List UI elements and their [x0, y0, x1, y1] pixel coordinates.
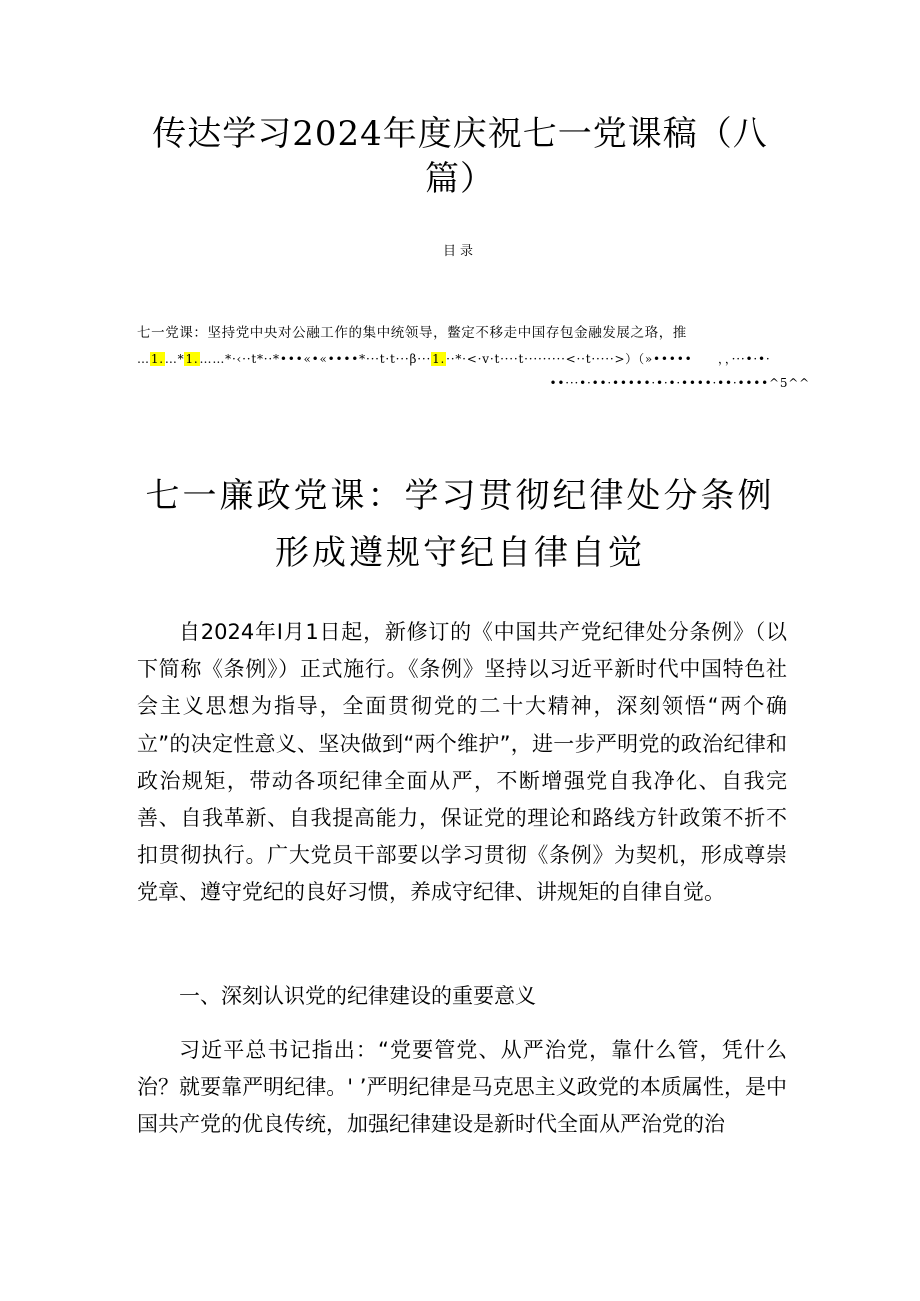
toc-highlight-mark: 1.: [185, 352, 199, 366]
body-paragraph: 自2024年I月1日起，新修订的《中国共产党纪律处分条例》（以下简称《条例》）正式施行。《条例》坚持以习近平新时代中国特色社会主义思想为指导，全面贯彻党的二十大精神，深刻领悟“两个确立”的决定性意义、坚决做到“两个维护”，进一步严明党的政治纪律和政治规矩，带动各项纪律全面从严，不断增强党自我净化、自我完善、自我革新、自我提高能力，保证党的理论和路线方针政策不折不扣贯彻执行。广大党员干部要以学习贯彻《条例》为契机，形成尊崇党章、遵守党纪的良好习惯，养成守纪律、讲规矩的自律自觉。: [137, 620, 787, 905]
toc-leader-line: [137, 350, 787, 367]
toc-highlight-mark: 1.: [432, 352, 446, 366]
toc-leader-seg: ··*·<·v·t····t·········<··t·····>）（»••••• ，，···•·•·: [446, 352, 771, 366]
toc-entry[interactable]: 七一党课：坚持党中央对公融工作的集中统领导，鳖定不移走中国存包金融发展之珞，推: [137, 325, 687, 341]
toc-page-number-line: ••···•·••·•••••·•·•·••••·••·••••^5^^: [549, 376, 810, 390]
document-title: 传达学习2024年度庆祝七一党课稿（八篇）: [152, 114, 768, 199]
toc-leader-seg: ……*·‹··t*··*•••«•«••••*···t·t···β···: [199, 352, 432, 366]
toc-heading: 目录: [442, 244, 477, 259]
toc-leader-seg: …*: [164, 352, 185, 366]
toc-highlight-mark: 1.: [150, 352, 164, 366]
body-paragraph: 习近平总书记指出：“党要管党、从严治党，靠什么管，凭什么治？就要靠严明纪律。' ’严明纪律是马克思主义政党的本质属性，是中国共产党的优良传统，加强纪律建设是新时代全面从严治党的治: [137, 1038, 787, 1137]
toc-leader-seg: …: [137, 352, 150, 366]
section-title: 七一廉政党课：学习贯彻纪律处分条例形成遵规守纪自律自觉: [145, 476, 775, 573]
section-subheading: 一、深刻认识党的纪律建设的重要意义: [179, 984, 536, 1008]
